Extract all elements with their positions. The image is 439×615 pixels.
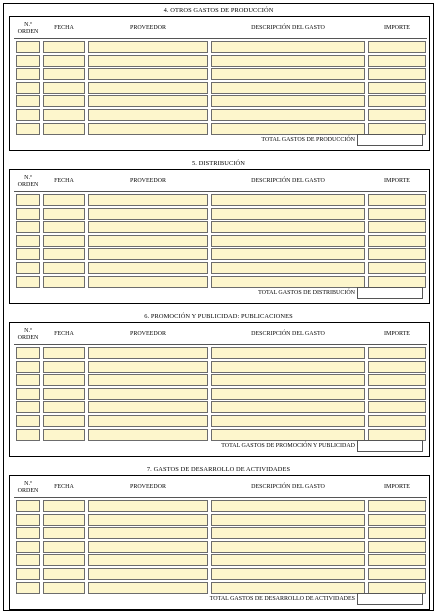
field-orden[interactable] [16,415,40,427]
header-divider [14,497,427,498]
field-proveedor[interactable] [88,415,208,427]
field-importe[interactable] [368,82,426,94]
field-fecha[interactable] [43,500,85,512]
field-proveedor[interactable] [88,276,208,288]
field-importe[interactable] [368,55,426,67]
field-importe[interactable] [368,527,426,539]
field-fecha[interactable] [43,429,85,441]
field-descripcion[interactable] [211,123,365,135]
field-importe[interactable] [368,429,426,441]
section-table [9,16,430,151]
field-fecha[interactable] [43,582,85,594]
field-descripcion[interactable] [211,41,365,53]
field-orden[interactable] [16,208,40,220]
field-orden[interactable] [16,248,40,260]
field-fecha[interactable] [43,347,85,359]
field-descripcion[interactable] [211,109,365,121]
field-proveedor[interactable] [88,221,208,233]
total-label: TOTAL GASTOS DE DISTRIBUCIÓN [258,290,355,296]
field-proveedor[interactable] [88,514,208,526]
column-header-fecha: FECHA [54,484,74,491]
field-orden[interactable] [16,262,40,274]
field-descripcion[interactable] [211,527,365,539]
field-fecha[interactable] [43,374,85,386]
column-header-importe: IMPORTE [384,25,410,32]
field-fecha[interactable] [43,568,85,580]
field-importe[interactable] [368,541,426,553]
field-fecha[interactable] [43,527,85,539]
field-orden[interactable] [16,276,40,288]
field-fecha[interactable] [43,55,85,67]
field-descripcion[interactable] [211,235,365,247]
field-fecha[interactable] [43,401,85,413]
field-fecha[interactable] [43,514,85,526]
field-descripcion[interactable] [211,82,365,94]
field-fecha[interactable] [43,554,85,566]
column-header-importe: IMPORTE [384,178,410,185]
field-fecha[interactable] [43,361,85,373]
field-proveedor[interactable] [88,95,208,107]
field-fecha[interactable] [43,262,85,274]
field-orden[interactable] [16,109,40,121]
section-table [9,322,430,457]
field-orden[interactable] [16,541,40,553]
field-proveedor[interactable] [88,374,208,386]
field-orden[interactable] [16,429,40,441]
field-proveedor[interactable] [88,68,208,80]
field-proveedor[interactable] [88,541,208,553]
field-orden[interactable] [16,194,40,206]
column-header-fecha: FECHA [54,25,74,32]
column-header-importe: IMPORTE [384,484,410,491]
field-importe[interactable] [368,68,426,80]
field-descripcion[interactable] [211,554,365,566]
field-descripcion[interactable] [211,415,365,427]
field-fecha[interactable] [43,68,85,80]
column-header-descripcion: DESCRIPCIÓN DEL GASTO [251,25,325,32]
field-descripcion[interactable] [211,429,365,441]
field-descripcion[interactable] [211,194,365,206]
field-fecha[interactable] [43,248,85,260]
field-importe[interactable] [368,514,426,526]
field-descripcion[interactable] [211,55,365,67]
column-header-orden: N.º ORDEN [17,328,39,341]
field-fecha[interactable] [43,208,85,220]
column-header-descripcion: DESCRIPCIÓN DEL GASTO [251,178,325,185]
field-descripcion[interactable] [211,68,365,80]
field-descripcion[interactable] [211,582,365,594]
field-fecha[interactable] [43,109,85,121]
field-orden[interactable] [16,123,40,135]
field-importe[interactable] [368,262,426,274]
field-descripcion[interactable] [211,568,365,580]
column-header-orden: N.º ORDEN [17,175,39,188]
field-proveedor[interactable] [88,568,208,580]
field-importe[interactable] [368,347,426,359]
expense-section [4,159,433,307]
expense-form-page [3,3,434,611]
field-orden[interactable] [16,401,40,413]
field-fecha[interactable] [43,388,85,400]
field-descripcion[interactable] [211,541,365,553]
field-importe[interactable] [368,95,426,107]
field-orden[interactable] [16,221,40,233]
field-descripcion[interactable] [211,374,365,386]
field-orden[interactable] [16,235,40,247]
column-header-orden: N.º ORDEN [17,22,39,35]
column-header-descripcion: DESCRIPCIÓN DEL GASTO [251,484,325,491]
section-title: 6. PROMOCIÓN Y PUBLICIDAD: PUBLICACIONES [144,313,293,320]
field-descripcion[interactable] [211,388,365,400]
column-header-importe: IMPORTE [384,331,410,338]
field-proveedor[interactable] [88,208,208,220]
field-proveedor[interactable] [88,109,208,121]
field-descripcion[interactable] [211,500,365,512]
field-orden[interactable] [16,514,40,526]
field-proveedor[interactable] [88,527,208,539]
field-importe[interactable] [368,248,426,260]
field-orden[interactable] [16,82,40,94]
column-header-fecha: FECHA [54,178,74,185]
header-divider [14,191,427,192]
field-importe[interactable] [368,568,426,580]
field-importe[interactable] [368,123,426,135]
field-orden[interactable] [16,527,40,539]
field-fecha[interactable] [43,194,85,206]
field-descripcion[interactable] [211,361,365,373]
section-table [9,169,430,304]
field-proveedor[interactable] [88,388,208,400]
field-orden[interactable] [16,95,40,107]
field-importe[interactable] [368,41,426,53]
field-descripcion[interactable] [211,208,365,220]
field-importe[interactable] [368,361,426,373]
column-header-fecha: FECHA [54,331,74,338]
field-orden[interactable] [16,374,40,386]
section-title: 7. GASTOS DE DESARROLLO DE ACTIVIDADES [146,466,291,473]
column-header-proveedor: PROVEEDOR [129,25,166,32]
field-fecha[interactable] [43,41,85,53]
field-importe[interactable] [368,276,426,288]
field-descripcion[interactable] [211,276,365,288]
field-proveedor[interactable] [88,82,208,94]
field-importe[interactable] [368,235,426,247]
total-field[interactable] [357,287,423,299]
field-proveedor[interactable] [88,262,208,274]
expense-section [4,312,433,460]
field-importe[interactable] [368,109,426,121]
field-proveedor[interactable] [88,123,208,135]
field-orden[interactable] [16,568,40,580]
column-header-descripcion: DESCRIPCIÓN DEL GASTO [251,331,325,338]
field-importe[interactable] [368,388,426,400]
header-divider [14,344,427,345]
field-importe[interactable] [368,582,426,594]
field-proveedor[interactable] [88,194,208,206]
field-proveedor[interactable] [88,401,208,413]
section-title: 5. DISTRIBUCIÓN [192,160,245,167]
field-orden[interactable] [16,388,40,400]
field-descripcion[interactable] [211,514,365,526]
column-header-orden: N.º ORDEN [17,481,39,494]
expense-section [4,465,433,613]
column-header-proveedor: PROVEEDOR [129,331,166,338]
column-header-proveedor: PROVEEDOR [129,178,166,185]
field-fecha[interactable] [43,221,85,233]
field-fecha[interactable] [43,82,85,94]
field-fecha[interactable] [43,276,85,288]
field-orden[interactable] [16,582,40,594]
field-fecha[interactable] [43,541,85,553]
field-orden[interactable] [16,55,40,67]
field-importe[interactable] [368,401,426,413]
field-fecha[interactable] [43,95,85,107]
field-importe[interactable] [368,221,426,233]
section-table [9,475,430,610]
field-importe[interactable] [368,208,426,220]
field-proveedor[interactable] [88,248,208,260]
field-proveedor[interactable] [88,361,208,373]
section-title: 4. OTROS GASTOS DE PRODUCCIÓN [163,7,274,14]
column-header-proveedor: PROVEEDOR [129,484,166,491]
field-orden[interactable] [16,347,40,359]
field-proveedor[interactable] [88,500,208,512]
field-descripcion[interactable] [211,401,365,413]
field-proveedor[interactable] [88,55,208,67]
field-proveedor[interactable] [88,582,208,594]
total-label: TOTAL GASTOS DE DESARROLLO DE ACTIVIDADES [209,596,355,602]
field-importe[interactable] [368,374,426,386]
field-importe[interactable] [368,194,426,206]
total-label: TOTAL GASTOS DE PROMOCIÓN Y PUBLICIDAD [221,443,355,449]
field-proveedor[interactable] [88,347,208,359]
field-importe[interactable] [368,415,426,427]
field-fecha[interactable] [43,415,85,427]
field-proveedor[interactable] [88,554,208,566]
field-fecha[interactable] [43,123,85,135]
field-orden[interactable] [16,41,40,53]
total-field[interactable] [357,134,423,146]
field-descripcion[interactable] [211,262,365,274]
field-importe[interactable] [368,554,426,566]
expense-section [4,6,433,154]
field-descripcion[interactable] [211,248,365,260]
field-orden[interactable] [16,361,40,373]
field-fecha[interactable] [43,235,85,247]
field-orden[interactable] [16,500,40,512]
field-proveedor[interactable] [88,41,208,53]
field-proveedor[interactable] [88,235,208,247]
total-field[interactable] [357,440,423,452]
total-label: TOTAL GASTOS DE PRODUCCIÓN [261,137,355,143]
field-descripcion[interactable] [211,95,365,107]
field-orden[interactable] [16,554,40,566]
header-divider [14,38,427,39]
field-proveedor[interactable] [88,429,208,441]
field-importe[interactable] [368,500,426,512]
total-field[interactable] [357,593,423,605]
field-orden[interactable] [16,68,40,80]
field-descripcion[interactable] [211,221,365,233]
field-descripcion[interactable] [211,347,365,359]
